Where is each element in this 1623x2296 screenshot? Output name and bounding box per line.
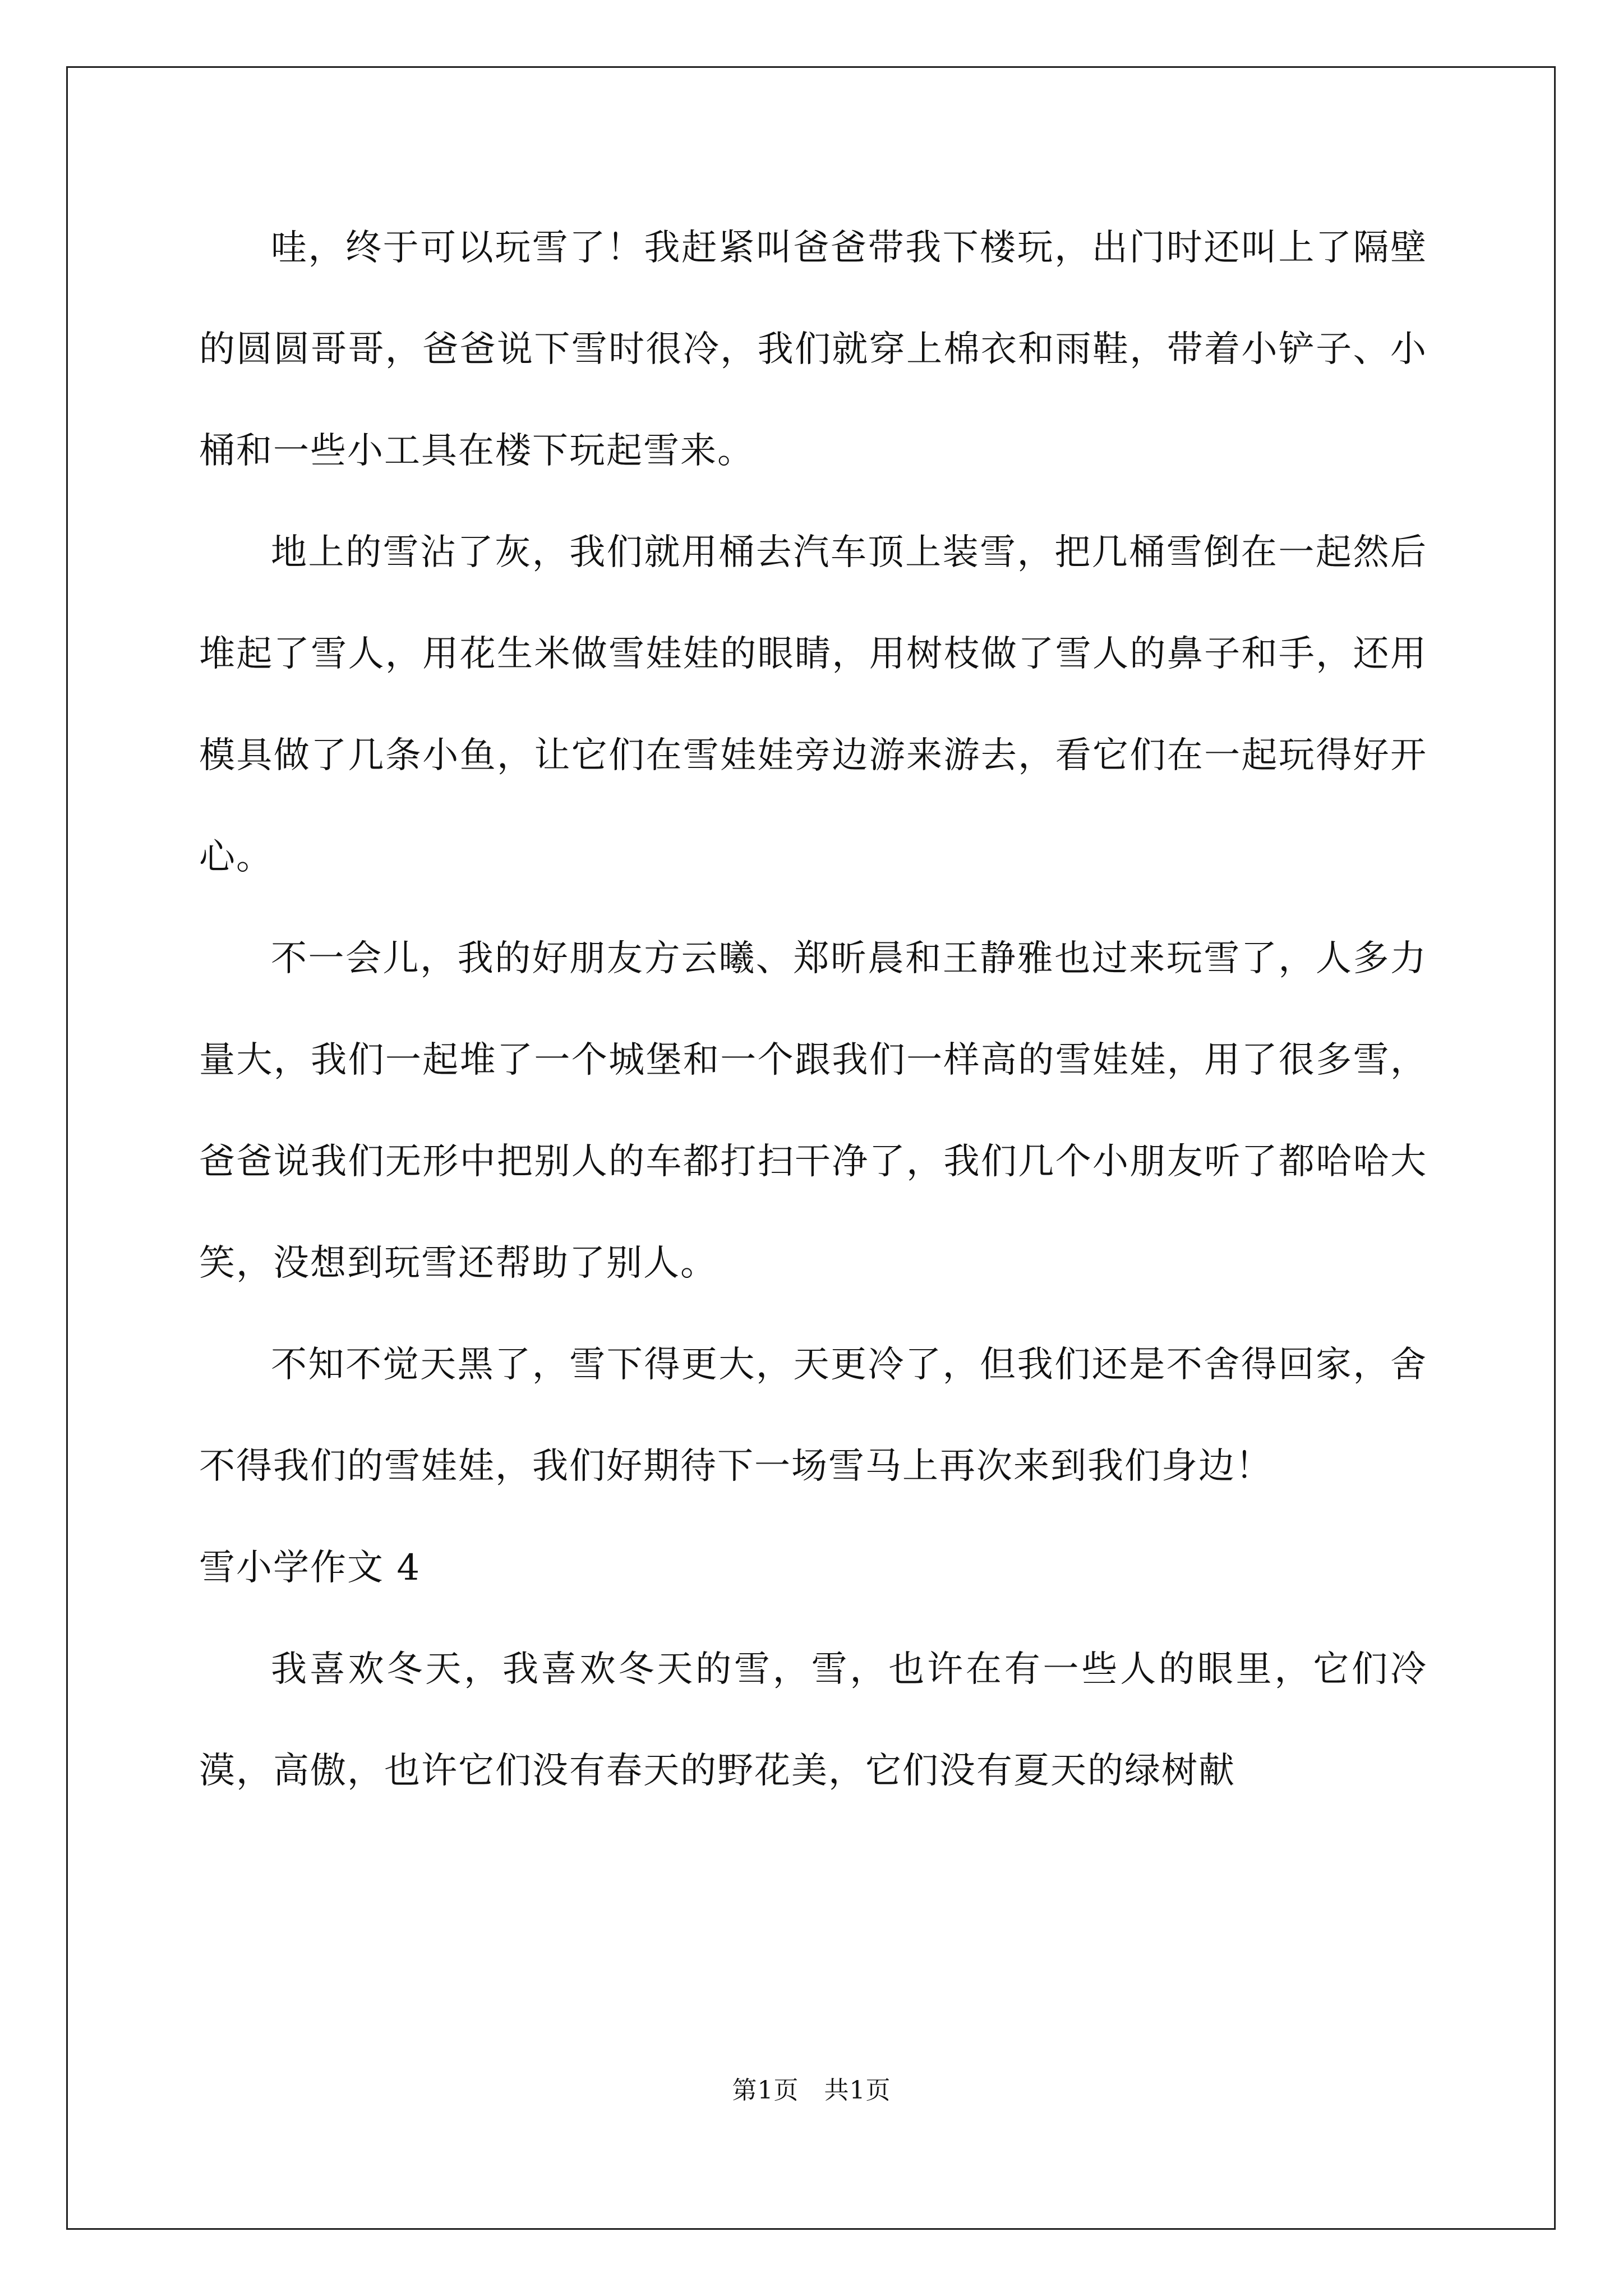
page-footer: 第1页 共1页 [732,2076,891,2105]
paragraph: 哇，终于可以玩雪了！我赶紧叫爸爸带我下楼玩，出门时还叫上了隔壁的圆圆哥哥，爸爸说下雪时很冷，我们就穿上棉衣和雨鞋，带着小铲子、小桶和一些小工具在楼下玩起雪来。 [199,227,1427,472]
paragraph: 不知不觉天黑了，雪下得更大，天更冷了，但我们还是不舍得回家，舍不得我们的雪娃娃，我们好期待下一场雪马上再次来到我们身边！ [199,1344,1427,1487]
paragraph: 地上的雪沾了灰，我们就用桶去汽车顶上装雪，把几桶雪倒在一起然后堆起了雪人，用花生米做雪娃娃的眼睛，用树枝做了雪人的鼻子和手，还用模具做了几条小鱼，让它们在雪娃娃旁边游来游去，看它们在一起玩得好开心。 [199,532,1427,878]
section-heading: 雪小学作文 4 [199,1547,421,1589]
document-body [199,197,1427,1822]
paragraph: 我喜欢冬天，我喜欢冬天的雪，雪，也许在有一些人的眼里，它们冷漠，高傲，也许它们没有春天的野花美，它们没有夏天的绿树献 [199,1649,1427,1792]
paragraph: 不一会儿，我的好朋友方云曦、郑昕晨和王静雅也过来玩雪了，人多力量大，我们一起堆了一个城堡和一个跟我们一样高的雪娃娃，用了很多雪，爸爸说我们无形中把别人的车都打扫干净了，我们几个小朋友听了都哈哈大笑，没想到玩雪还帮助了别人。 [199,938,1427,1284]
